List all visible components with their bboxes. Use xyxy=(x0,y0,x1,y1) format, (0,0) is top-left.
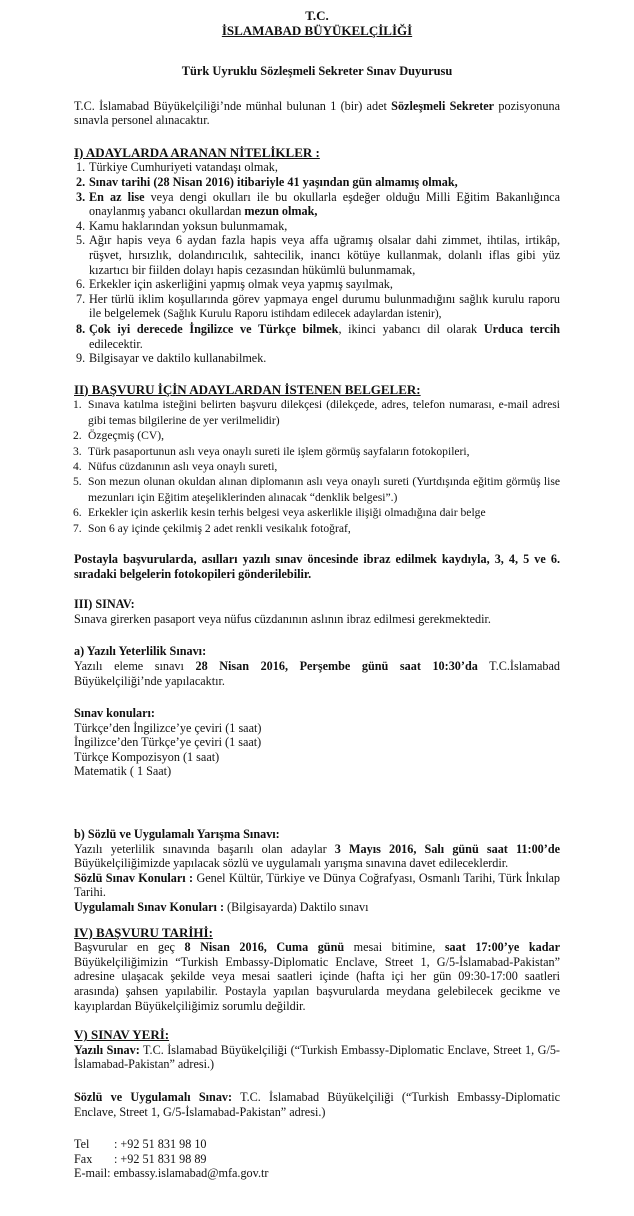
application-deadline-time: saat 17:00’ye kadar xyxy=(444,940,560,955)
fax-value: : +92 51 831 98 89 xyxy=(114,1151,207,1166)
fax-row xyxy=(74,1152,560,1167)
application-text-mid: mesai bitimine, xyxy=(344,940,445,955)
qualification-item xyxy=(76,190,560,219)
oral-exam-paragraph xyxy=(74,842,560,871)
tel-row xyxy=(74,1137,560,1152)
practical-topics-paragraph xyxy=(74,900,560,915)
item-number: 5. xyxy=(76,233,86,248)
item-text-part: edilecektir. xyxy=(89,336,143,351)
written-exam-paragraph xyxy=(74,659,560,688)
item-number: 3. xyxy=(73,444,82,458)
item-text-part: Ağır hapis veya 6 aydan fazla hapis veya affa uğramış olsalar dahi zimmet, ihtilas, irtikâp, rüşvet, hırsızlık, dolandırıcılık, sahtecilik, inancı kötüye kullanmak, dolanlı iflas gibi yüz kızartıcı bir fiilden dolayı hapis cezasından hükümlü bulunmamak, xyxy=(89,233,560,277)
item-text-part: Kamu haklarından yoksun bulunmamak, xyxy=(89,218,288,233)
qualification-item xyxy=(76,233,560,277)
written-exam-place: T.C.İslamabad Büyükelçiliği’nde yapılacaktır. xyxy=(74,658,561,688)
document-item xyxy=(73,505,560,520)
oral-exam-place: Büyükelçiliğimizde yapılacak sözlü ve uygulamalı yarışma sınavına davet edileceklerdir. xyxy=(74,856,509,871)
written-location-paragraph xyxy=(74,1043,560,1072)
item-number: 4. xyxy=(73,459,82,473)
email-row xyxy=(74,1166,560,1181)
section2-heading: II) BAŞVURU İÇİN ADAYLARDAN İSTENEN BELGELER: xyxy=(74,381,421,397)
item-number: 8. xyxy=(76,321,86,336)
oral-exam-heading: b) Sözlü ve Uygulamalı Yarışma Sınavı: xyxy=(74,827,280,842)
item-text: Özgeçmiş (CV), xyxy=(88,429,164,443)
item-text xyxy=(89,292,560,322)
section4-heading: IV) BAŞVURU TARİHİ: xyxy=(74,924,213,940)
documents-list xyxy=(73,397,560,536)
oral-topics-text: Genel Kültür, Türkiye ve Dünya Coğrafyası, Osmanlı Tarihi, Türk İnkılap Tarihi. xyxy=(74,870,560,900)
written-location-label: Yazılı Sınav: xyxy=(74,1042,140,1057)
header-tc: T.C. xyxy=(305,8,329,23)
qualification-item xyxy=(76,322,560,351)
application-text: Başvurular en geç xyxy=(74,940,185,955)
item-number: 2. xyxy=(76,174,86,189)
item-number: 4. xyxy=(76,218,86,233)
item-text-part: Sınav tarihi (28 Nisan 2016) itibariyle 41 yaşından gün almamış olmak, xyxy=(89,174,458,189)
qualifications-list xyxy=(76,160,560,365)
topic-item: Matematik ( 1 Saat) xyxy=(74,764,172,779)
section1-heading: I) ADAYLARDA ARANAN NİTELİKLER : xyxy=(74,144,320,160)
written-exam-heading: a) Yazılı Yeterlilik Sınavı: xyxy=(74,644,207,659)
qualification-item xyxy=(76,277,560,292)
qualification-item xyxy=(76,160,560,175)
postal-note: Postayla başvurularda, asılları yazılı sınav öncesinde ibraz edilmek kaydıyla, 3, 4, 5 ve 6. sıradaki belgelerin fotokopileri gönderilebilir. xyxy=(74,551,560,581)
application-date-paragraph xyxy=(74,940,560,1013)
item-text-part: veya dengi okulları ile bu okullarla eşdeğer olduğu Milli Eğitim Bakanlığınca onaylanmış yabancı okullardan xyxy=(89,189,560,219)
intro-paragraph xyxy=(74,99,560,128)
qualification-item xyxy=(76,219,560,234)
item-number: 2. xyxy=(73,429,82,443)
item-text xyxy=(89,160,560,175)
intro-position: Sözleşmeli Sekreter xyxy=(391,98,495,113)
item-text-part: Her türlü iklim koşullarında görev yapmaya engel durumu bulunmadığını sağlık kurulu raporu ile belgelemek xyxy=(89,291,560,321)
section3-text: Sınava girerken pasaport veya nüfus cüzdanının aslının ibraz edilmesi gerekmektedir. xyxy=(74,611,491,626)
item-text-part: Bilgisayar ve daktilo kullanabilmek. xyxy=(89,351,267,366)
item-text: Sınava katılma isteğini belirten başvuru dilekçesi (dilekçede, adres, telefon numarası, e-mail adresi gibi temas bilgilerine de yer verilmelidir) xyxy=(88,398,560,427)
item-text xyxy=(89,175,560,190)
item-text: Türk pasaportunun aslı veya onaylı sureti ile işlem görmüş sayfaların fotokopileri, xyxy=(88,444,470,458)
item-number: 5. xyxy=(73,475,82,489)
item-number: 7. xyxy=(76,291,86,306)
email-label: E-mail: xyxy=(74,1166,111,1181)
item-text-part: , ikinci yabancı dil olarak xyxy=(338,321,484,336)
oral-location-paragraph xyxy=(74,1090,560,1119)
announcement-title: Türk Uyruklu Sözleşmeli Sekreter Sınav Duyurusu xyxy=(181,64,453,78)
section5-heading: V) SINAV YERİ: xyxy=(74,1027,170,1043)
item-text-part: En az lise xyxy=(89,189,145,204)
header-embassy: İSLAMABAD BÜYÜKELÇİLİĞİ xyxy=(221,23,413,38)
item-number: 1. xyxy=(73,398,82,412)
practical-topics-text: (Bilgisayarda) Daktilo sınavı xyxy=(224,900,369,915)
item-text xyxy=(89,322,560,351)
application-deadline-date: 8 Nisan 2016, Cuma günü xyxy=(184,940,345,955)
oral-exam-date: 3 Mayıs 2016, Salı günü saat 11:00’de xyxy=(334,841,561,856)
item-text: Son 6 ay içinde çekilmiş 2 adet renkli vesikalık fotoğraf, xyxy=(88,521,351,535)
oral-topics-label: Sözlü Sınav Konuları : xyxy=(74,870,194,885)
application-text-end: Büyükelçiliğimizin “Turkish Embassy-Diplomatic Enclave, Street 1, G/5-İslamabad-Pakistan” adresine ulaşacak şekilde veya mesai saatleri içinde (hafta içi her gün 09:30-17:00 saatleri arasında) şahsen yapılabilir. Postayla yapılan başvurularda meydana gelebilecek gecikme ve kayıplardan Büyükelçiliğimiz sorumlu değildir. xyxy=(74,954,560,1013)
intro-text-end: pozisyonuna sınavla personel alınacaktır. xyxy=(74,98,560,128)
oral-location-label: Sözlü ve Uygulamalı Sınav: xyxy=(74,1089,233,1104)
item-number: 6. xyxy=(73,506,82,520)
fax-label: Fax xyxy=(74,1151,93,1166)
topic-item: Türkçe’den İngilizce’ye çeviri (1 saat) xyxy=(74,720,262,735)
tel-label: Tel xyxy=(74,1137,90,1152)
item-text: Nüfus cüzdanının aslı veya onaylı sureti, xyxy=(88,459,278,473)
oral-exam-text: Yazılı yeterlilik sınavında başarılı olan adaylar xyxy=(74,841,335,856)
written-exam-text: Yazılı eleme sınavı xyxy=(74,658,196,673)
qualification-item xyxy=(76,292,560,322)
topic-item: Türkçe Kompozisyon (1 saat) xyxy=(74,749,220,764)
announcement-document xyxy=(74,8,560,1181)
item-text-part: (Sağlık Kurulu Raporu istihdam edilecek adaylardan istenir), xyxy=(163,308,442,321)
item-text xyxy=(89,233,560,277)
item-number: 6. xyxy=(76,277,86,292)
document-item xyxy=(73,397,560,428)
qualification-item xyxy=(76,175,560,190)
document-item xyxy=(73,428,560,443)
written-exam-date: 28 Nisan 2016, Perşembe günü saat 10:30’da xyxy=(195,658,478,673)
document-item xyxy=(73,444,560,459)
email-value: embassy.islamabad@mfa.gov.tr xyxy=(110,1166,269,1181)
topic-item: İngilizce’den Türkçe’ye çeviri (1 saat) xyxy=(74,735,262,750)
item-number: 3. xyxy=(76,189,86,204)
document-item xyxy=(73,521,560,536)
intro-text: T.C. İslamabad Büyükelçiliği’nde münhal bulunan 1 (bir) adet xyxy=(74,98,392,113)
item-text: Erkekler için askerlik kesin terhis belgesi veya askerlikle ilişiği olmadığına dair belge xyxy=(88,506,486,520)
document-item xyxy=(73,459,560,474)
practical-topics-label: Uygulamalı Sınav Konuları : xyxy=(74,900,224,915)
section3-heading: III) SINAV: xyxy=(74,597,135,612)
oral-location-text: T.C. İslamabad Büyükelçiliği (“Turkish Embassy-Diplomatic Enclave, Street 1, G/5-İslamabad-Pakistan” adresi.) xyxy=(74,1089,561,1119)
tel-value: : +92 51 831 98 10 xyxy=(114,1137,207,1152)
item-text-part: Türkiye Cumhuriyeti vatandaşı olmak, xyxy=(89,160,278,175)
item-number: 9. xyxy=(76,351,86,366)
item-text-part: Urduca tercih xyxy=(483,321,560,336)
item-text-part: Erkekler için askerliğini yapmış olmak veya yapmış sayılmak, xyxy=(89,277,393,292)
item-text: Son mezun olunan okuldan alınan diplomanın aslı veya onaylı sureti (Yurtdışında eğitim görmüş lise mezunları için Eğitim ateşeliklerinden alınacak “denklik belgesi”.) xyxy=(88,475,560,504)
document-item xyxy=(73,474,560,505)
item-number: 7. xyxy=(73,521,82,535)
item-text xyxy=(89,351,560,366)
item-number: 1. xyxy=(76,160,86,175)
written-location-text: T.C. İslamabad Büyükelçiliği (“Turkish Embassy-Diplomatic Enclave, Street 1, G/5-İslamabad-Pakistan” adresi.) xyxy=(74,1042,560,1072)
topics-heading: Sınav konuları: xyxy=(74,706,155,721)
item-text-part: mezun olmak, xyxy=(244,204,318,219)
item-text xyxy=(89,190,560,219)
item-text xyxy=(89,219,560,234)
qualification-item xyxy=(76,351,560,366)
item-text-part: Çok iyi derecede İngilizce ve Türkçe bilmek xyxy=(89,321,339,336)
contact-block xyxy=(74,1137,560,1181)
oral-topics-paragraph xyxy=(74,871,560,900)
item-text xyxy=(89,277,560,292)
